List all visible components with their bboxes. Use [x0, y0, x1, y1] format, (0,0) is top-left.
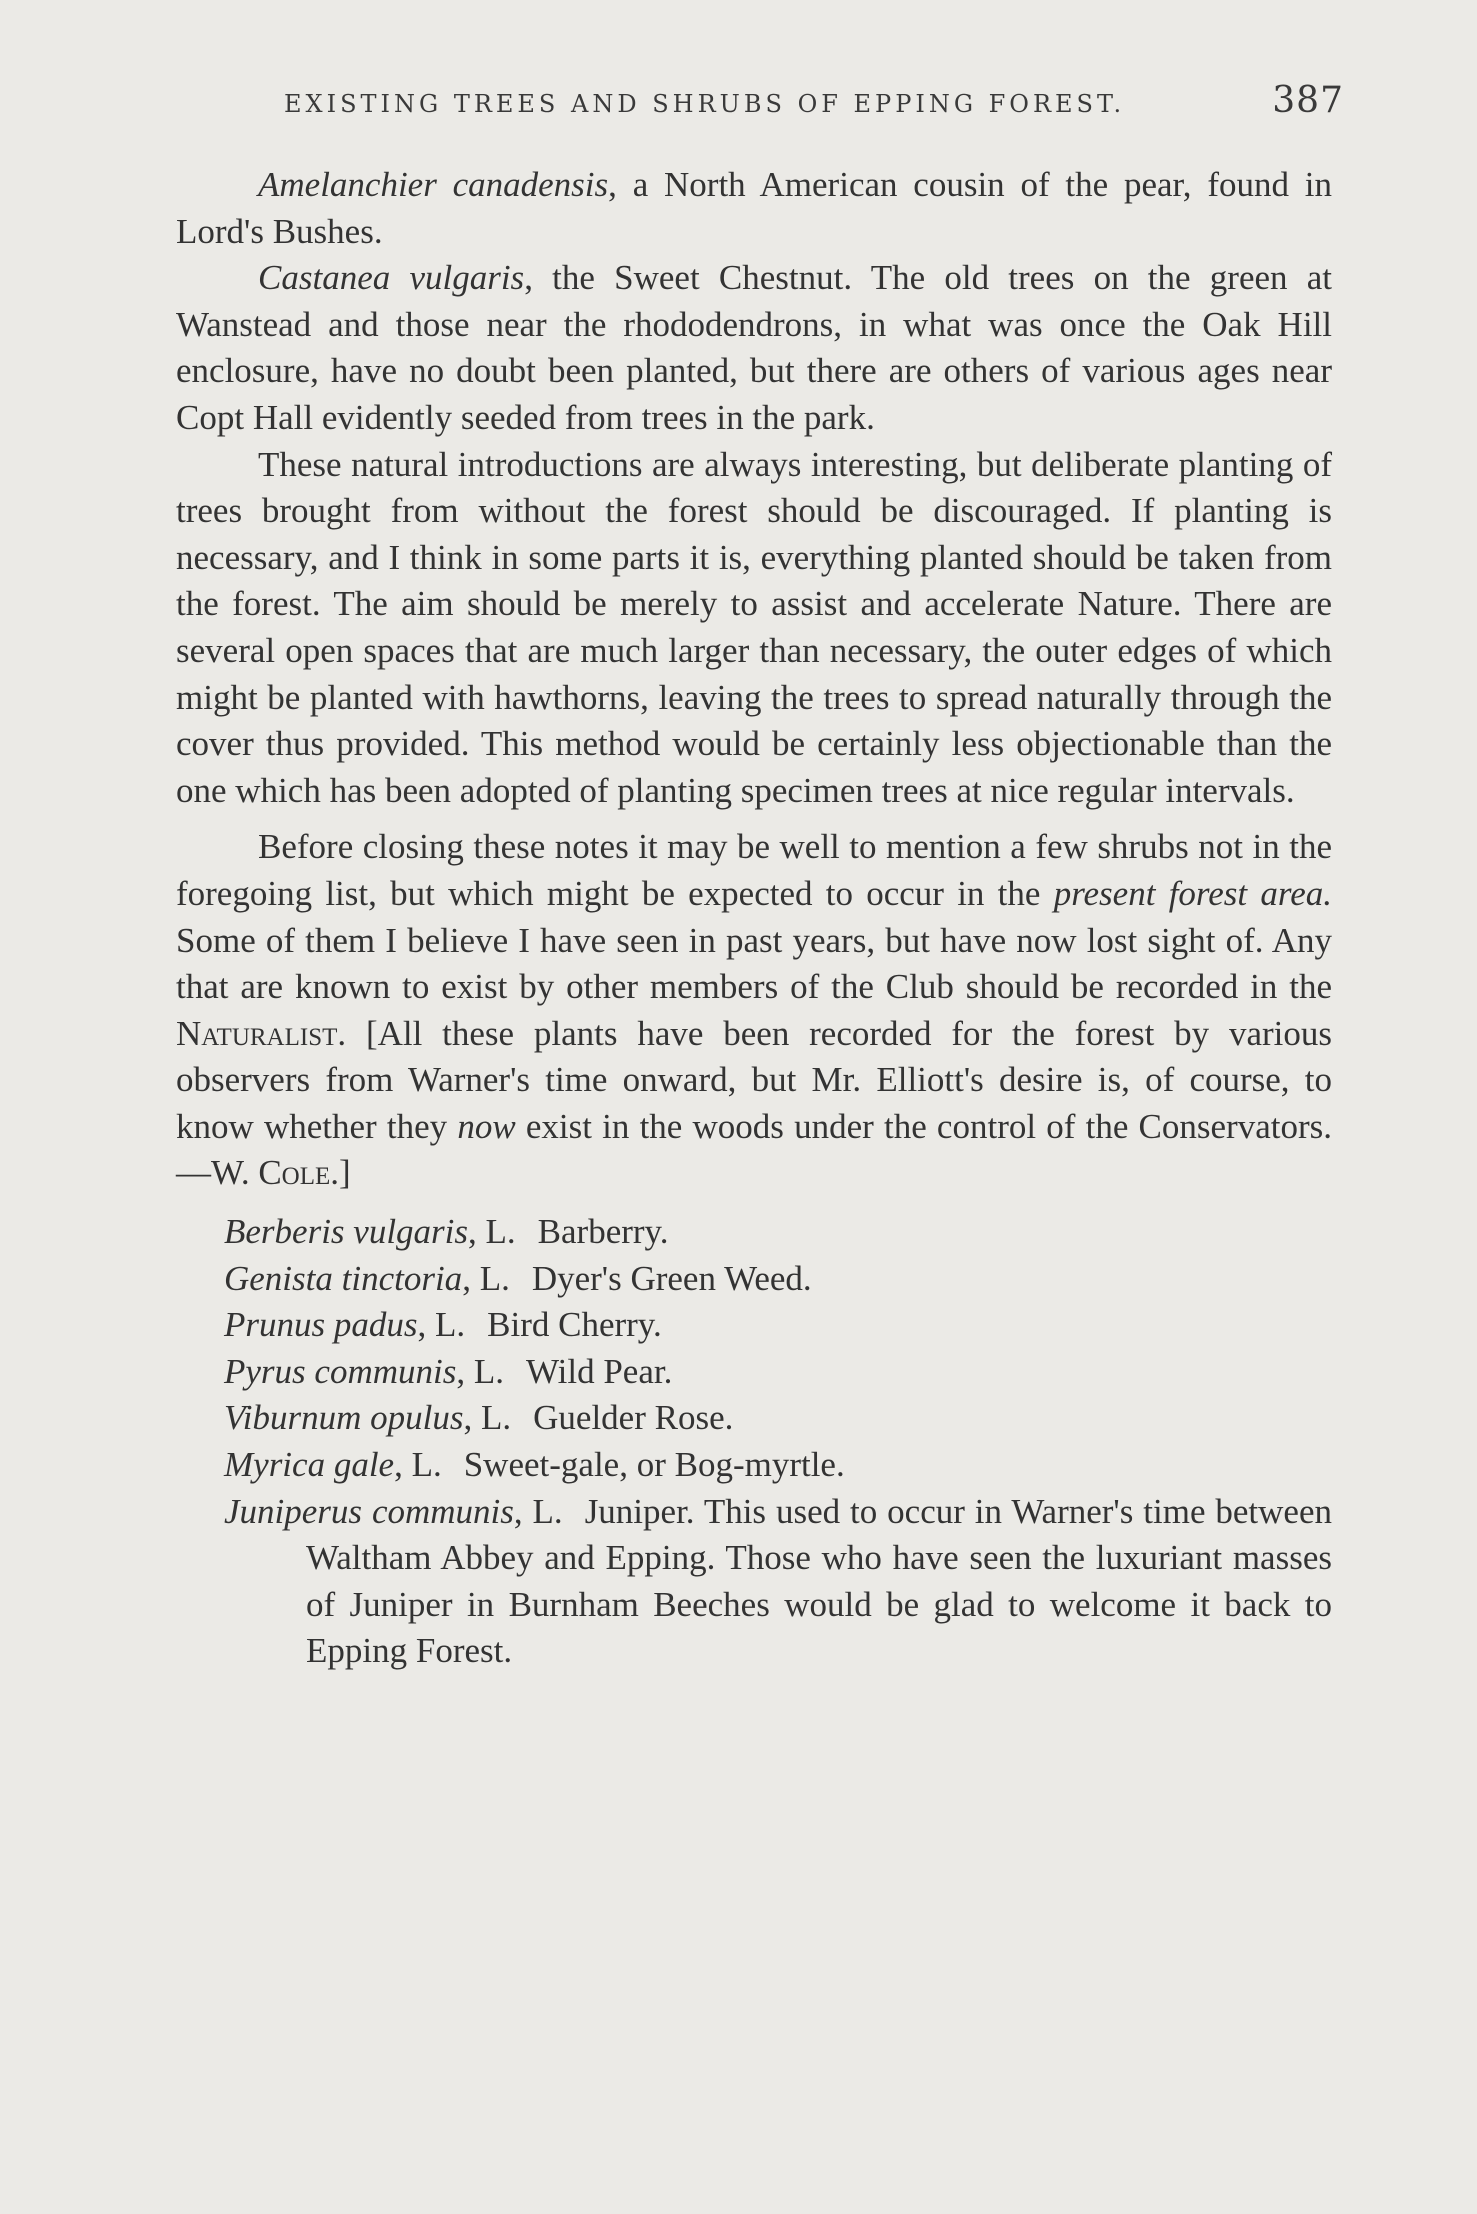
text-run: Some of them I believe I have seen in past years, but have now lost sight of. Any that are known to exist by other members of the Club should be recorded in the	[176, 920, 1332, 1007]
paragraph-amelanchier	[176, 162, 1332, 255]
running-title: EXISTING TREES AND SHRUBS OF EPPING FOREST.	[284, 90, 1126, 118]
species-name: Berberis vulgaris	[224, 1212, 469, 1252]
list-item	[176, 1349, 1332, 1396]
author-name: Cole	[258, 1153, 331, 1193]
species-name: Prunus padus	[224, 1305, 418, 1345]
species-name: Amelanchier canadensis	[258, 165, 609, 204]
species-name: Viburnum opulus	[224, 1398, 464, 1438]
text-run: Before closing these notes it may be well to mention a few shrubs not in the foregoing list, but which might be expected to occur in the	[176, 827, 1332, 913]
common-name: Barberry.	[537, 1212, 669, 1252]
list-item	[176, 1256, 1332, 1303]
paragraph-closing-notes	[176, 824, 1332, 1197]
authority: , L.	[394, 1445, 442, 1485]
list-item	[176, 1442, 1332, 1489]
common-name: Juniper. This used to occur in Warner's time between Waltham Abbey and Epping. Those who have seen the luxuriant masses of Juniper in Burnham Beeches would be glad to welcome it back to Epping Forest.	[306, 1491, 1332, 1671]
common-name: Guelder Rose.	[533, 1398, 734, 1438]
italic-run: now	[457, 1106, 516, 1146]
text-run: .]	[330, 1153, 351, 1193]
authority: , L.	[463, 1398, 512, 1438]
list-item	[176, 1489, 1332, 1675]
common-name: Wild Pear.	[525, 1351, 673, 1391]
common-name: Bird Cherry.	[487, 1305, 662, 1345]
list-item	[176, 1302, 1332, 1349]
authority: , L.	[456, 1351, 504, 1391]
paragraph-text: , the Sweet Chestnut. The old trees on the green at Wanstead and those near the rhododendrons, in what was once the Oak Hill enclosure, have no doubt been planted, but there are others of various ages near Copt Hall evidently seeded from trees in the park.	[176, 258, 1333, 437]
authority: , L.	[513, 1491, 563, 1531]
paragraph-castanea	[176, 255, 1332, 441]
text-run: . [All these plants have been recorded for the forest by various observers from Warner's time onward, but Mr. Elliott's desire is, of course, to know whether they	[176, 1013, 1332, 1146]
common-name: Sweet-gale, or Bog-myrtle.	[463, 1445, 845, 1485]
list-item	[176, 1209, 1332, 1256]
species-name: Genista tinctoria	[224, 1258, 463, 1298]
paragraph-introductions: These natural introductions are always interesting, but deliberate planting of trees brought from without the forest should be discouraged. If planting is necessary, and I think in some parts it is, everything planted should be taken from the forest. The aim should be merely to assist and accelerate Nature. There are several open spaces that are much larger than necessary, the outer edges of which might be planted with hawthorns, leaving the trees to spread naturally through the cover thus provided. This method would be certainly less objectionable than the one which has been adopted of planting specimen trees at nice regular intervals.	[176, 444, 1332, 810]
page-number: 387	[1272, 80, 1344, 121]
authority: , L.	[462, 1258, 510, 1298]
running-header	[284, 80, 1344, 121]
list-item	[176, 1395, 1332, 1442]
common-name: Dyer's Green Weed.	[531, 1258, 812, 1298]
species-name: Pyrus communis	[224, 1351, 457, 1391]
page-body	[176, 162, 1332, 1675]
species-name: Myrica gale	[224, 1445, 395, 1485]
italic-run: present forest area.	[1053, 873, 1332, 913]
species-name: Juniperus communis	[224, 1491, 514, 1531]
authority: , L.	[468, 1212, 516, 1252]
text-run: exist in the woods under the control of the Conservators.—W.	[176, 1106, 1332, 1193]
journal-name: Naturalist	[176, 1013, 338, 1053]
species-name: Castanea vulgaris	[258, 258, 525, 298]
authority: , L.	[417, 1305, 466, 1345]
paragraph-text: , a North American cousin of the pear, found in Lord's Bushes.	[176, 165, 1332, 251]
shrub-list	[176, 1209, 1332, 1675]
